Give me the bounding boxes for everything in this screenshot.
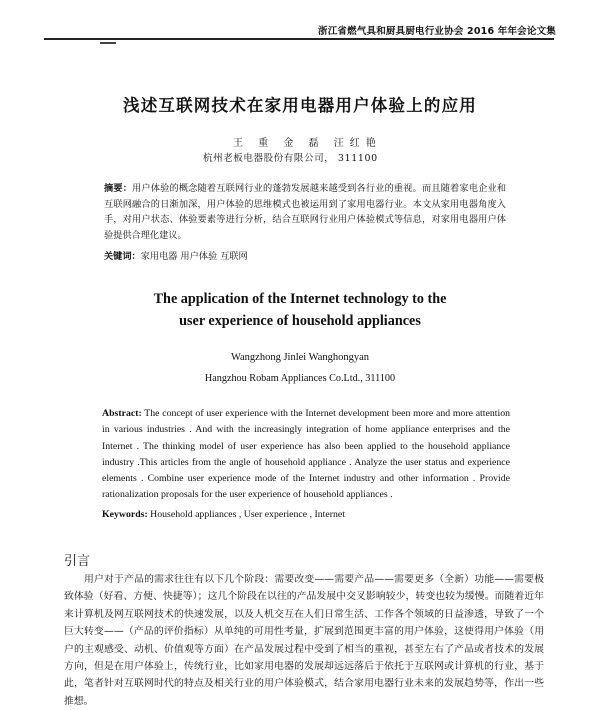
english-abstract-label: Abstract: [102,408,142,419]
journal-header: 浙江省燃气具和厨具厨电行业协会 2016 年年会论文集 [318,26,556,37]
chinese-keywords-text: 家用电器 用户体验 互联网 [140,251,248,262]
introduction-paragraph: 用户对于产品的需求往往有以下几个阶段：需要改变——需要产品——需要更多（全新）功能——需要极致体验（好看、方便、快捷等）；这几个阶段在以往的产品发展中交叉影响较少，转变也较为缓慢。而随着近年来计算机及网互联网技术的快速发展，以及人机交互在人们日常生活、工作各个领域的日益渗透，导致了一个巨大转变——（产品的评价指标）从单纯的可用性考量，扩展到范围更丰富的用户体验，这使得用户体验（用户的主观感受、动机、价值观等方面）在产品发展过程中受到了相当的重视，甚至左右了产品或者技术的发展方向，但是在用户体验上，传统行业，比如家用电器的发展却远远落后于依托于互联网或计算机的行业，基于此，笔者针对互联网时代的特点及相关行业的用户体验模式，结合家用电器行业未来的发展趋势等，作出一些推想。 [64,574,544,707]
english-authors: Wangzhong Jinlei Wanghongyan [230,352,370,363]
section-heading-introduction: 引言 [64,554,91,569]
header-rule [44,38,554,40]
chinese-abstract-text: 用户体验的概念随着互联网行业的蓬勃发展越来越受到各行业的重视。而且随着家电企业和互联网融合的日渐加深，用户体验的思维模式也被运用到了家用电器行业。本文从家用电器角度入手，对用户状态、体验要素等进行分析，结合互联网行业用户体验模式等信息，对家用电器用户体验提供合理化建议。 [104,183,507,241]
english-keywords [102,509,510,520]
english-affiliation: Hangzhou Robam Appliances Co.Ltd., 311100 [204,373,396,384]
chinese-keywords [104,248,506,262]
chinese-authors: 王 重 金 磊 汪红艳 [233,138,382,149]
chinese-abstract [104,181,506,243]
chinese-keywords-label: 关键词： [104,251,141,262]
chinese-abstract-label: 摘要： [104,183,133,194]
english-abstract-text: The concept of user experience with the Internet development been more and more attention in various industries . And with the increasingly integration of home appliance enterprises and the Internet . The thinking model of user experience has also been applied to the household appliance industry .This articles from the angle of household appliance . Analyze the user status and experience elements . Combine user experience mode of the Internet industry and other information . Provide rationalization proposals for the user experience of household appliances . [102,408,510,501]
chinese-title: 浅述互联网技术在家用电器用户体验上的应用 [123,96,477,115]
english-keywords-label: Keywords: [102,509,148,520]
chinese-affiliation: 杭州老板电器股份有限公司， 311100 [203,153,378,164]
header-mark [100,42,116,44]
english-title-line-2: user experience of household appliances [179,313,421,329]
english-title [0,288,600,332]
english-keywords-text: Household appliances , User experience , Internet [147,509,345,520]
english-title-line-1: The application of the Internet technology to the [153,291,447,307]
english-abstract [102,406,510,504]
